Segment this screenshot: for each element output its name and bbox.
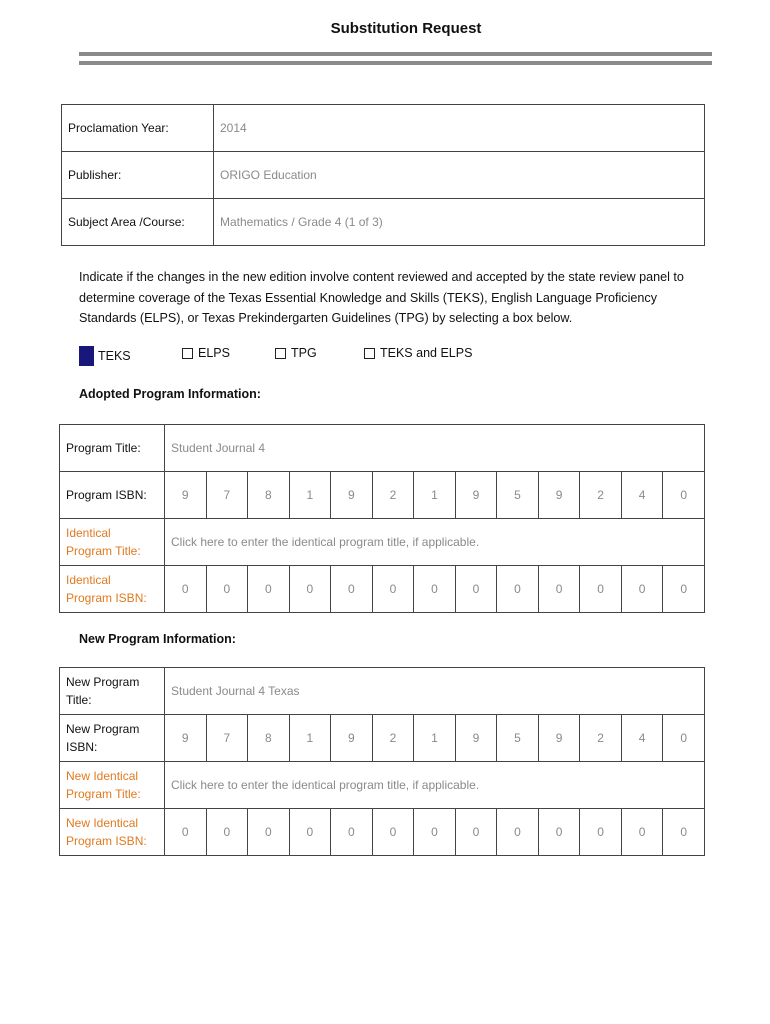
isbn-digit-field[interactable]: 0 [206, 566, 248, 613]
isbn-digit-field[interactable]: 0 [621, 566, 663, 613]
isbn-digit-field[interactable]: 9 [165, 715, 207, 762]
isbn-digit-field[interactable]: 7 [206, 715, 248, 762]
isbn-digit-field[interactable]: 9 [538, 472, 580, 519]
new-program-title-label: New Program Title: [60, 668, 165, 715]
identical-program-isbn-label: Identical Program ISBN: [60, 566, 165, 613]
checkbox-unchecked-icon[interactable] [275, 348, 286, 359]
checkbox-tpg-label: TPG [291, 346, 317, 360]
isbn-digit-field[interactable]: 0 [580, 809, 622, 856]
isbn-digit-field[interactable]: 0 [663, 472, 705, 519]
new-identical-program-title-field[interactable]: Click here to enter the identical program title, if applicable. [165, 762, 705, 809]
program-title-label: Program Title: [60, 425, 165, 472]
isbn-digit-field[interactable]: 9 [455, 715, 497, 762]
isbn-digit-field[interactable]: 0 [663, 715, 705, 762]
isbn-digit-field[interactable]: 0 [372, 809, 414, 856]
checkbox-teks-and-elps-label: TEKS and ELPS [380, 346, 473, 360]
proclamation-year-field[interactable]: 2014 [214, 105, 705, 152]
isbn-digit-field[interactable]: 4 [621, 715, 663, 762]
isbn-digit-field[interactable]: 0 [455, 566, 497, 613]
isbn-digit-field[interactable]: 8 [248, 715, 290, 762]
isbn-digit-field[interactable]: 0 [165, 809, 207, 856]
checkbox-unchecked-icon[interactable] [182, 348, 193, 359]
title-rule-top [79, 52, 712, 56]
publisher-field[interactable]: ORIGO Education [214, 152, 705, 199]
page-title: Substitution Request [330, 20, 482, 37]
isbn-digit-field[interactable]: 0 [289, 809, 331, 856]
isbn-digit-field[interactable]: 4 [621, 472, 663, 519]
isbn-digit-field[interactable]: 0 [414, 566, 456, 613]
isbn-digit-field[interactable]: 0 [497, 809, 539, 856]
checkbox-elps[interactable] [182, 346, 230, 360]
subject-area-field[interactable]: Mathematics / Grade 4 (1 of 3) [214, 199, 705, 246]
isbn-digit-field[interactable]: 7 [206, 472, 248, 519]
identical-program-title-field[interactable]: Click here to enter the identical program title, if applicable. [165, 519, 705, 566]
isbn-digit-field[interactable]: 2 [372, 715, 414, 762]
isbn-digit-field[interactable]: 2 [580, 715, 622, 762]
isbn-digit-field[interactable]: 0 [414, 809, 456, 856]
isbn-digit-field[interactable]: 9 [455, 472, 497, 519]
isbn-digit-field[interactable]: 0 [372, 566, 414, 613]
isbn-digit-field[interactable]: 9 [331, 715, 373, 762]
isbn-digit-field[interactable]: 0 [663, 566, 705, 613]
isbn-digit-field[interactable]: 5 [497, 715, 539, 762]
isbn-digit-field[interactable]: 9 [165, 472, 207, 519]
program-title-field[interactable]: Student Journal 4 [165, 425, 705, 472]
isbn-digit-field[interactable]: 2 [580, 472, 622, 519]
new-identical-program-isbn-label: New Identical Program ISBN: [60, 809, 165, 856]
isbn-digit-field[interactable]: 1 [289, 715, 331, 762]
adopted-program-table [59, 424, 705, 613]
program-isbn-label: Program ISBN: [60, 472, 165, 519]
isbn-digit-field[interactable]: 1 [414, 715, 456, 762]
isbn-digit-field[interactable]: 9 [538, 715, 580, 762]
new-program-heading: New Program Information: [79, 632, 236, 646]
isbn-digit-field[interactable]: 0 [538, 566, 580, 613]
checkbox-teks-label: TEKS [98, 349, 131, 363]
checkbox-unchecked-icon[interactable] [364, 348, 375, 359]
proclamation-table [61, 104, 705, 246]
new-program-isbn-label: New Program ISBN: [60, 715, 165, 762]
checkbox-elps-label: ELPS [198, 346, 230, 360]
isbn-digit-field[interactable]: 8 [248, 472, 290, 519]
isbn-digit-field[interactable]: 0 [289, 566, 331, 613]
subject-area-label: Subject Area /Course: [62, 199, 214, 246]
checkbox-tpg[interactable] [275, 346, 317, 360]
isbn-digit-field[interactable]: 0 [663, 809, 705, 856]
isbn-digit-field[interactable]: 0 [248, 566, 290, 613]
isbn-digit-field[interactable]: 0 [538, 809, 580, 856]
isbn-digit-field[interactable]: 1 [414, 472, 456, 519]
identical-program-title-label: Identical Program Title: [60, 519, 165, 566]
isbn-digit-field[interactable]: 0 [580, 566, 622, 613]
checkbox-teks-and-elps[interactable] [364, 346, 472, 360]
isbn-digit-field[interactable]: 0 [248, 809, 290, 856]
instructions-text: Indicate if the changes in the new edition involve content reviewed and accepted by the state review panel to determine coverage of the Texas Essential Knowledge and Skills (TEKS), English Language Proficiency Standards (ELPS), or Texas Prekindergarten Guidelines (TPG) by selecting a box below. [79, 270, 684, 325]
adopted-heading: Adopted Program Information: [79, 387, 261, 401]
isbn-digit-field[interactable]: 0 [206, 809, 248, 856]
isbn-digit-field[interactable]: 0 [621, 809, 663, 856]
isbn-digit-field[interactable]: 0 [165, 566, 207, 613]
isbn-digit-field[interactable]: 2 [372, 472, 414, 519]
new-identical-program-title-label: New Identical Program Title: [60, 762, 165, 809]
checkbox-teks[interactable] [79, 346, 131, 366]
checkbox-checked-icon[interactable] [79, 346, 94, 366]
isbn-digit-field[interactable]: 0 [497, 566, 539, 613]
isbn-digit-field[interactable]: 1 [289, 472, 331, 519]
proclamation-year-label: Proclamation Year: [62, 105, 214, 152]
isbn-digit-field[interactable]: 0 [331, 566, 373, 613]
new-program-title-field[interactable]: Student Journal 4 Texas [165, 668, 705, 715]
new-program-table [59, 667, 705, 856]
isbn-digit-field[interactable]: 0 [331, 809, 373, 856]
isbn-digit-field[interactable]: 5 [497, 472, 539, 519]
title-rule-bottom [79, 61, 712, 65]
publisher-label: Publisher: [62, 152, 214, 199]
isbn-digit-field[interactable]: 9 [331, 472, 373, 519]
isbn-digit-field[interactable]: 0 [455, 809, 497, 856]
